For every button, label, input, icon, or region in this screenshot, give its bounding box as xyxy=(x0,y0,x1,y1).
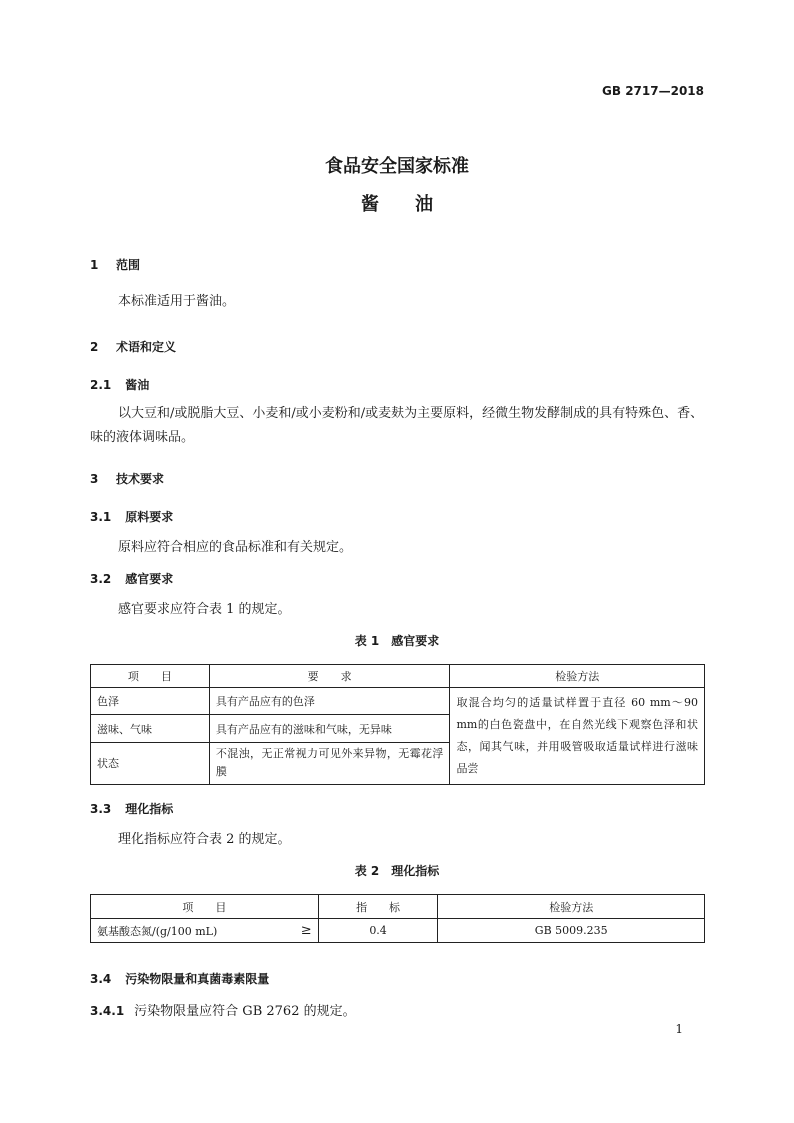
section-3-2-text: 感官要求应符合表 1 的规定。 xyxy=(118,602,291,617)
section-title: 术语和定义 xyxy=(116,340,177,354)
row-item: 状态 xyxy=(91,742,210,784)
column-header-requirement: 要 求 xyxy=(209,665,450,688)
comparison-operator: ≥ xyxy=(290,919,318,943)
column-header-method: 检验方法 xyxy=(450,665,705,688)
row-item: 滋味、气味 xyxy=(91,715,210,742)
section-number: 3 xyxy=(90,472,99,486)
section-title: 酱油 xyxy=(125,378,150,392)
section-title: 感官要求 xyxy=(125,572,174,586)
table-1-caption: 表 1 感官要求 xyxy=(354,634,440,648)
row-requirement: 不混浊，无正常视力可见外来异物，无霉花浮膜 xyxy=(209,742,450,784)
section-title: 理化指标 xyxy=(125,802,174,816)
section-title: 污染物限量和真菌毒素限量 xyxy=(125,972,270,986)
section-3-2-heading xyxy=(90,570,173,587)
inspection-method: 取混合均匀的适量试样置于直径 60 mm～90 mm的白色瓷盘中，在自然光线下观察色泽和状态，闻其气味，并用吸管吸取适量试样进行滋味品尝 xyxy=(450,688,705,785)
section-number: 3.4 xyxy=(90,972,112,986)
column-header-index: 指 标 xyxy=(318,895,438,919)
row-item: 氨基酸态氮/(g/100 mL) xyxy=(91,919,291,943)
page-number: 1 xyxy=(675,1022,683,1036)
table-header-row xyxy=(91,665,705,688)
section-number: 2.1 xyxy=(90,378,112,392)
section-1-text: 本标准适用于酱油。 xyxy=(118,294,236,309)
standard-number: GB 2717—2018 xyxy=(602,84,704,98)
section-number: 3.2 xyxy=(90,572,112,586)
table-row xyxy=(91,688,705,715)
section-number: 3.3 xyxy=(90,802,112,816)
row-method: GB 5009.235 xyxy=(438,919,705,943)
row-requirement: 具有产品应有的滋味和气味，无异味 xyxy=(209,715,450,742)
section-3-3-text: 理化指标应符合表 2 的规定。 xyxy=(118,832,291,847)
table-2-caption: 表 2 理化指标 xyxy=(354,864,440,878)
section-3-heading xyxy=(90,470,164,487)
section-text: 污染物限量应符合 GB 2762 的规定。 xyxy=(134,1004,356,1019)
section-3-3-heading xyxy=(90,800,173,817)
row-requirement: 具有产品应有的色泽 xyxy=(209,688,450,715)
table-header-row xyxy=(91,895,705,919)
row-item: 色泽 xyxy=(91,688,210,715)
section-2-heading xyxy=(90,338,176,355)
section-title: 范围 xyxy=(116,258,141,272)
section-number: 1 xyxy=(90,258,99,272)
section-3-4-1 xyxy=(90,1000,356,1019)
column-header-item: 项 目 xyxy=(91,895,319,919)
column-header-item: 项 目 xyxy=(91,665,210,688)
document-subtitle: 酱 油 xyxy=(361,194,433,215)
table-row xyxy=(91,919,705,943)
section-3-4-heading xyxy=(90,970,269,987)
section-2-1-heading xyxy=(90,376,149,393)
section-number: 3.1 xyxy=(90,510,112,524)
physicochemical-index-table xyxy=(90,894,705,943)
row-index-value: 0.4 xyxy=(318,919,438,943)
document-title: 食品安全国家标准 xyxy=(325,156,469,177)
section-1-heading xyxy=(90,256,140,273)
section-title: 原料要求 xyxy=(125,510,174,524)
sensory-requirements-table xyxy=(90,664,705,785)
section-2-1-text: 以大豆和/或脱脂大豆、小麦和/或小麦粉和/或麦麸为主要原料，经微生物发酵制成的具有特殊色、香、味的液体调味品。 xyxy=(90,406,704,445)
section-number: 3.4.1 xyxy=(90,1004,125,1018)
section-number: 2 xyxy=(90,340,99,354)
column-header-method: 检验方法 xyxy=(438,895,705,919)
section-3-1-heading xyxy=(90,508,173,525)
section-3-1-text: 原料应符合相应的食品标准和有关规定。 xyxy=(118,540,353,555)
section-title: 技术要求 xyxy=(116,472,165,486)
